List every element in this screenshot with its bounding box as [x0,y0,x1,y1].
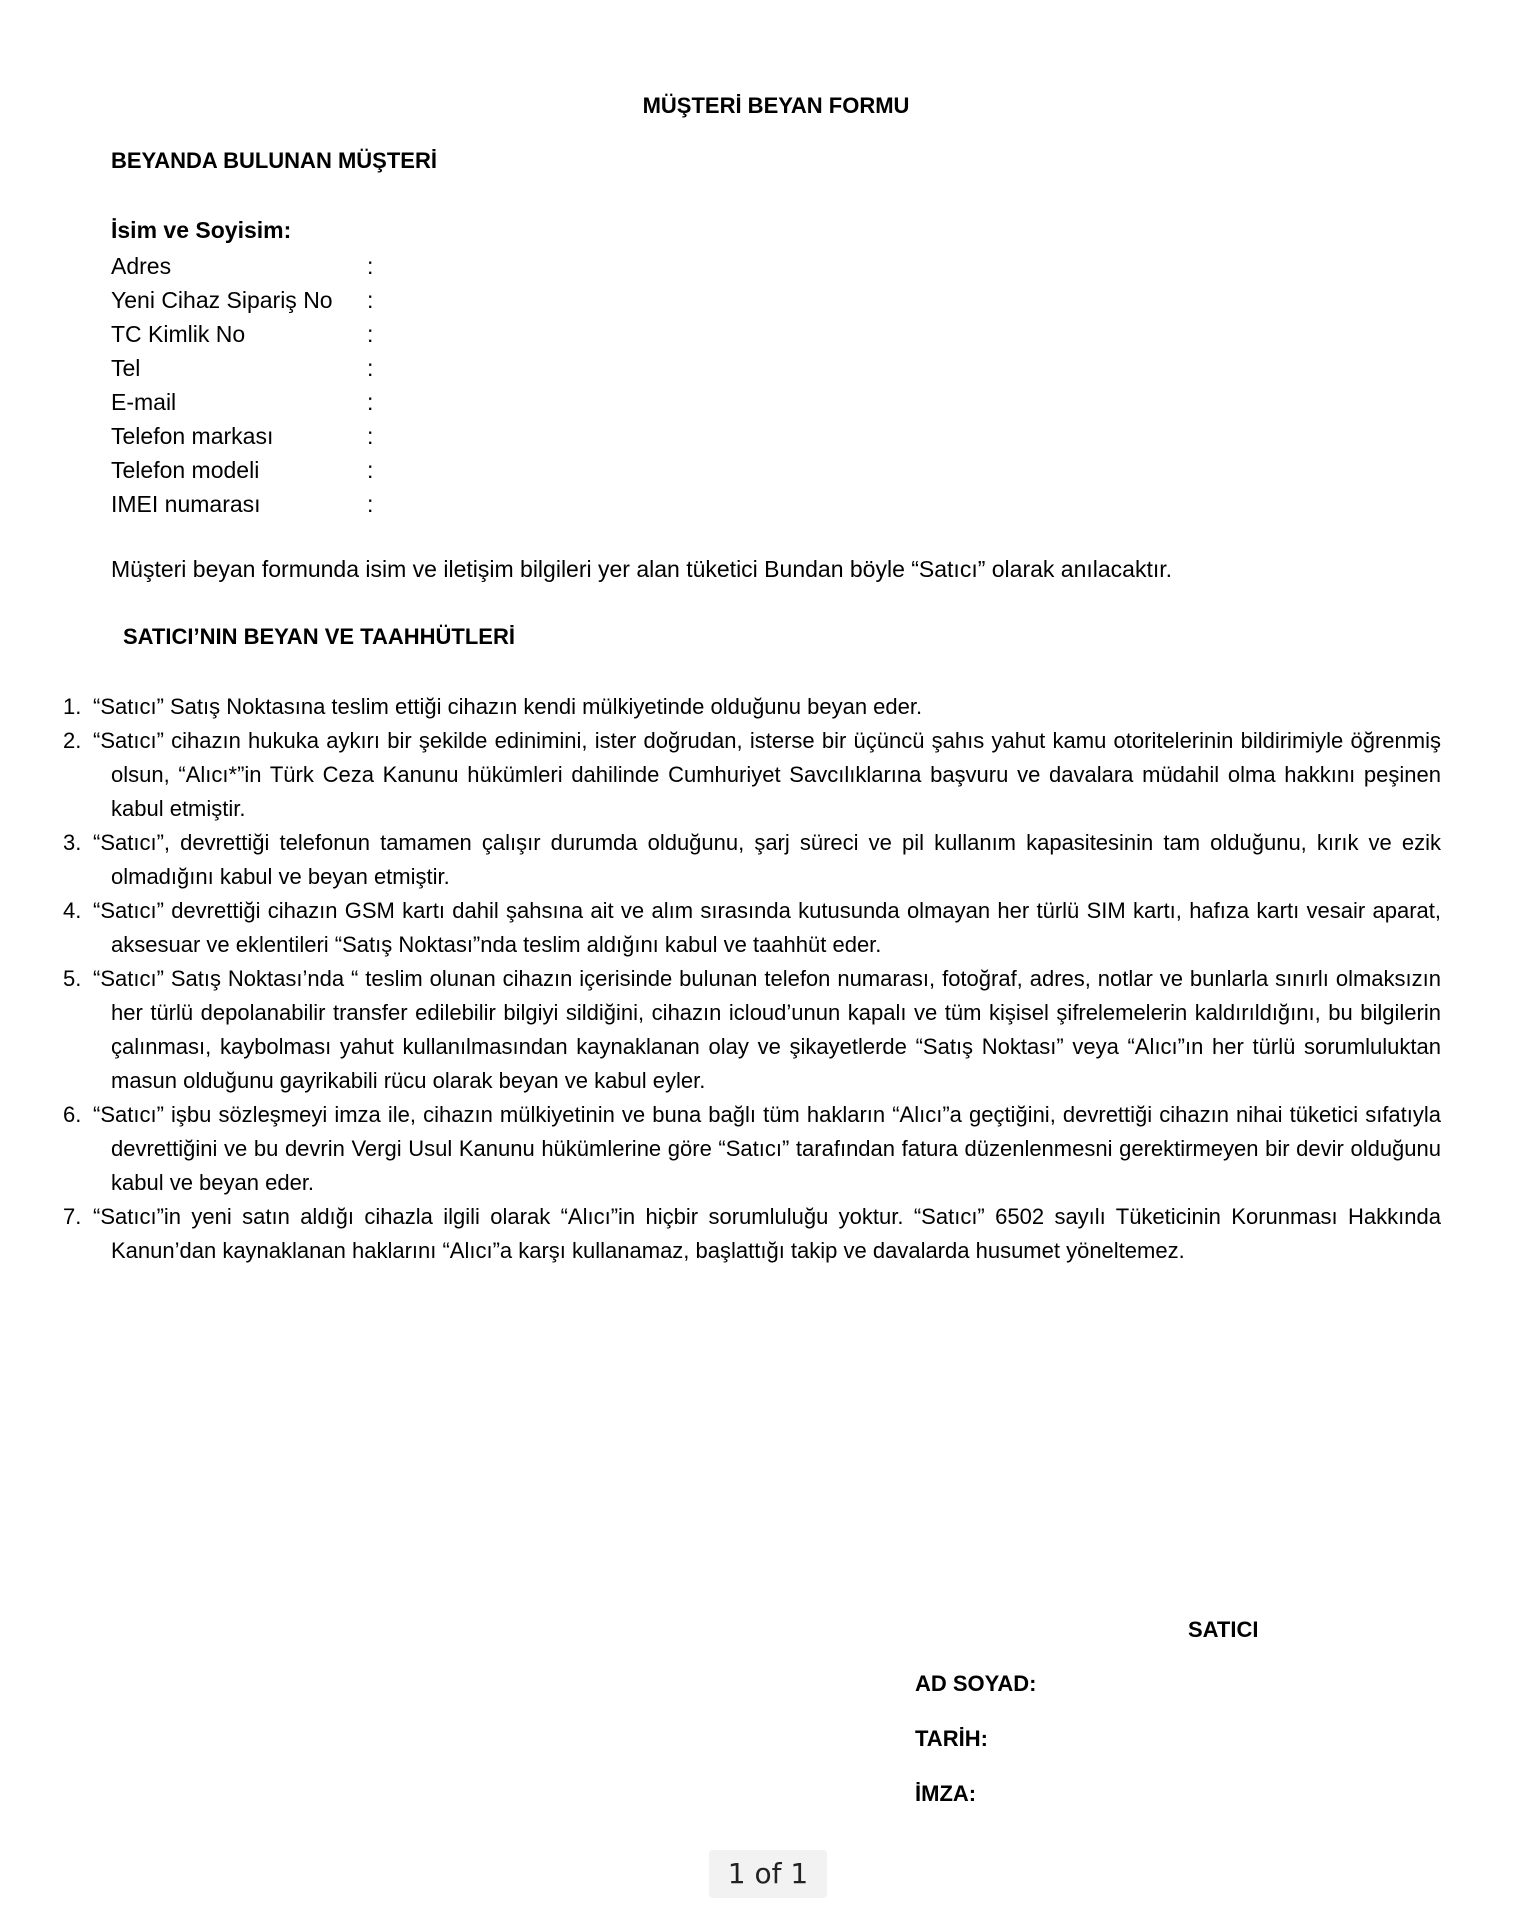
signature-sign-label: İMZA: [915,1781,977,1806]
field-row-imei [111,487,387,521]
clause-number: 7. [63,1204,82,1229]
field-colon: : [367,423,374,449]
field-label: Telefon modeli [111,457,260,483]
clause-item [63,1098,1441,1200]
clause-text: “Satıcı”, devrettiği telefonun tamamen çalışır durumda olduğunu, şarj süreci ve pil kullanım kapasitesinin tam olduğunu, kırık ve ezik olmadığını kabul ve beyan etmiştir. [93,830,1441,889]
field-colon: : [367,287,374,313]
field-colon: : [367,355,374,381]
field-label: Tel [111,355,141,381]
clause-text: “Satıcı” cihazın hukuka aykırı bir şekilde edinimini, ister doğrudan, isterse bir üçüncü şahıs yahut kamu otoritelerinin bildirimiyle öğrenmiş olsun, “Alıcı*”in Türk Ceza Kanunu hükümleri dahilinde Cumhuriyet Savcılıklarına başvuru ve davalara müdahil olma hakkını peşinen kabul etmiştir. [93,728,1441,821]
clause-item [63,1200,1441,1268]
clause-text: “Satıcı”in yeni satın aldığı cihazla ilgili olarak “Alıcı”in hiçbir sorumluluğu yoktur. “Satıcı” 6502 sayılı Tüketicinin Korunması Hakkında Kanun’dan kaynaklanan haklarını “Alıcı”a karşı kullanamaz, başlattığı takip ve davalarda husumet yöneltemez. [93,1204,1441,1263]
field-row-address [111,249,387,283]
customer-section-title: BEYANDA BULUNAN MÜŞTERİ [111,148,437,173]
name-field-label: İsim ve Soyisim: [111,217,292,243]
page-indicator: 1 of 1 [709,1850,827,1898]
clause-item [63,724,1441,826]
field-row-email [111,385,387,419]
field-colon: : [367,253,374,279]
clause-number: 6. [63,1102,82,1127]
clause-number: 1. [63,694,82,719]
field-colon: : [367,491,374,517]
field-row-order-no [111,283,387,317]
field-label: E-mail [111,389,177,415]
clause-text: “Satıcı” devrettiği cihazın GSM kartı dahil şahsına ait ve alım sırasında kutusunda olmayan her türlü SIM kartı, hafıza kartı vesair aparat, aksesuar ve eklentileri “Satış Noktası”nda teslim aldığını kabul ve taahhüt eder. [93,898,1441,957]
field-row-phone-model [111,453,387,487]
field-label: Telefon markası [111,423,274,449]
field-label: TC Kimlik No [111,321,246,347]
field-colon: : [367,321,374,347]
field-row-phone-brand [111,419,387,453]
field-label: Yeni Cihaz Sipariş No [111,287,333,313]
clause-number: 2. [63,728,82,753]
field-row-tel [111,351,387,385]
field-colon: : [367,457,374,483]
signature-heading: SATICI [1188,1617,1259,1642]
clause-text: “Satıcı” işbu sözleşmeyi imza ile, cihazın mülkiyetinin ve buna bağlı tüm hakların “Alıcı”a geçtiğini, devrettiği cihazın nihai tüketici sıfatıyla devrettiğini ve bu devrin Vergi Usul Kanunu hükümlerine göre “Satıcı” tarafından fatura düzenlenmesni gerektirmeyen bir devir olduğunu kabul ve beyan eder. [93,1102,1441,1195]
clause-number: 5. [63,966,82,991]
signature-name-label: AD SOYAD: [915,1671,1037,1696]
seller-section-title: SATICI’NIN BEYAN VE TAAHHÜTLERİ [123,624,515,649]
clause-text: “Satıcı” Satış Noktasına teslim ettiği cihazın kendi mülkiyetinde olduğunu beyan eder. [93,694,923,719]
field-label: Adres [111,253,172,279]
clause-item [63,690,1441,724]
clause-number: 3. [63,830,82,855]
field-label: IMEI numarası [111,491,261,517]
field-row-id-no [111,317,387,351]
clause-list [63,690,1441,1268]
field-colon: : [367,389,374,415]
clause-text: “Satıcı” Satış Noktası’nda “ teslim olunan cihazın içerisinde bulunan telefon numarası, fotoğraf, adres, notlar ve bunlarla sınırlı olmaksızın her türlü depolanabilir transfer edilebilir bilgiyi sildiğini, cihazın icloud’unun kapalı ve tüm kişisel şifrelemelerin kaldırıldığını, bu bilgilerin çalınması, kaybolması yahut kullanılmasından kaynaklanan olay ve şikayetlerde “Satış Noktası” veya “Alıcı”ın her türlü sorumluluktan masun olduğunu gayrikabili rücu olarak beyan ve kabul eyler. [93,966,1441,1093]
clause-item [63,962,1441,1098]
clause-item [63,826,1441,894]
customer-fields [111,249,387,521]
clause-item [63,894,1441,962]
signature-date-label: TARİH: [915,1726,988,1751]
clause-number: 4. [63,898,82,923]
intro-paragraph: Müşteri beyan formunda isim ve iletişim bilgileri yer alan tüketici Bundan böyle “Satıcı” olarak anılacaktır. [111,556,1173,582]
document-title: MÜŞTERİ BEYAN FORMU [642,93,910,118]
